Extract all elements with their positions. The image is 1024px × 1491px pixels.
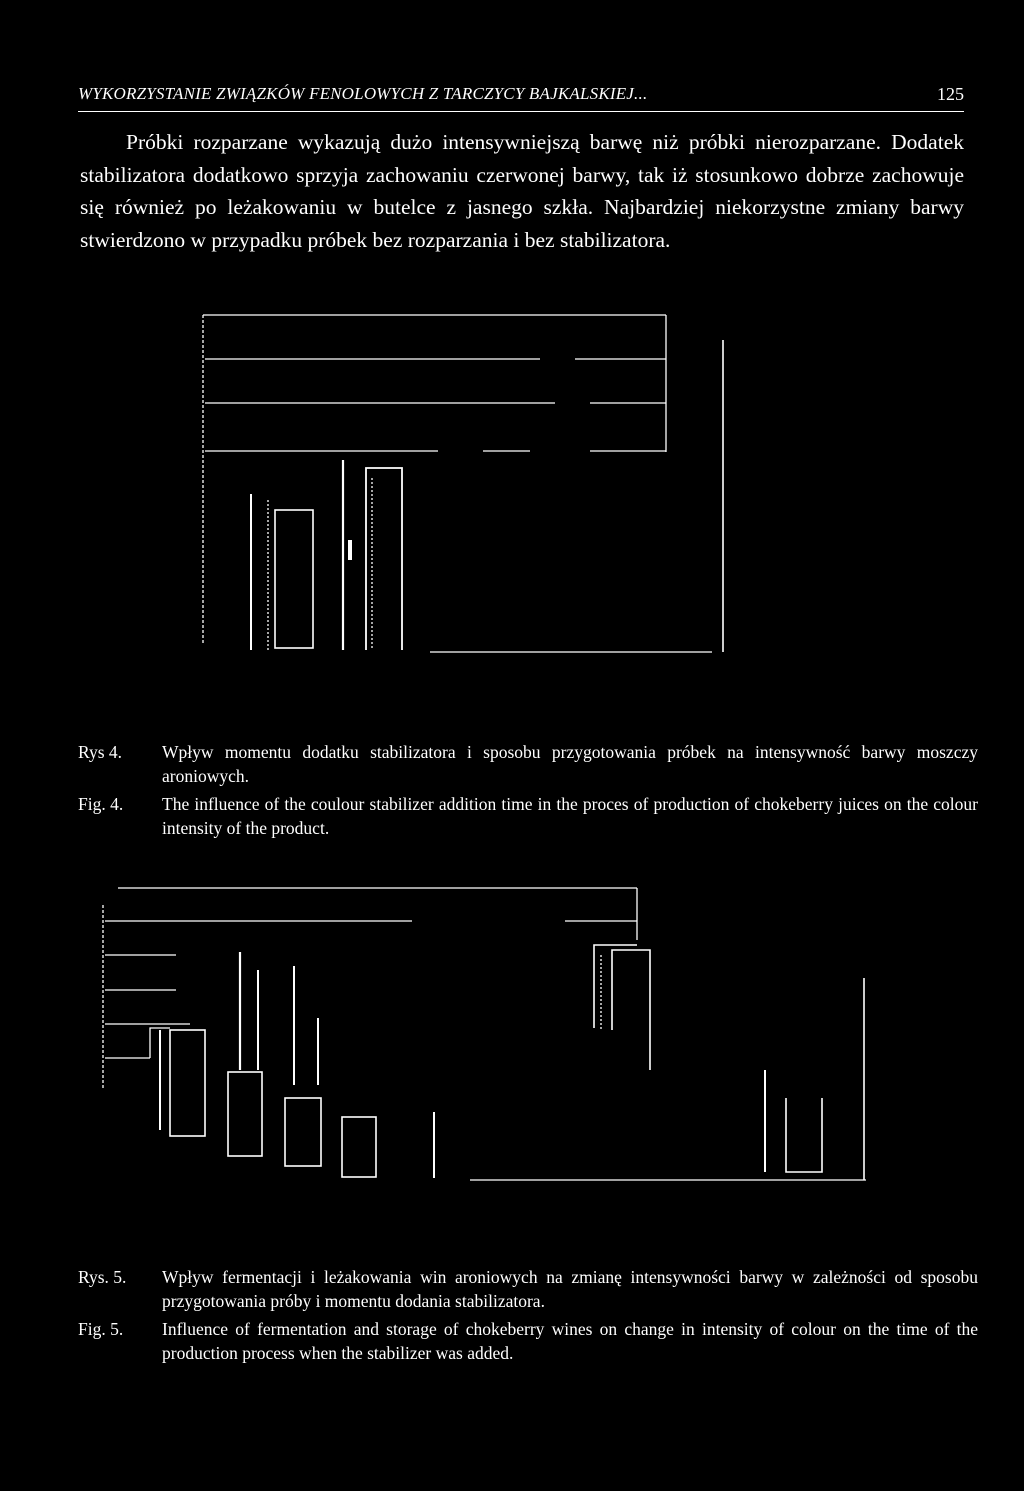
figure-5 bbox=[0, 880, 1024, 1200]
caption-row-pl bbox=[78, 740, 978, 788]
fig4-bar bbox=[275, 510, 313, 648]
header-rule bbox=[78, 111, 964, 112]
caption-row-en bbox=[78, 792, 978, 840]
fig5-bar bbox=[285, 1098, 321, 1166]
fig5-bar bbox=[786, 1098, 822, 1172]
caption-label: Rys. 5. bbox=[78, 1267, 127, 1287]
fig5-bar bbox=[612, 950, 650, 1070]
running-title: WYKORZYSTANIE ZWIĄZKÓW FENOLOWYCH Z TARCZYCY BAJKALSKIEJ... bbox=[78, 84, 648, 103]
figure-5-graphic bbox=[0, 880, 1024, 1200]
figure-4 bbox=[0, 300, 1024, 680]
caption-text: The influence of the coulour stabilizer addition time in the proces of production of chokeberry juices on the colour intensity of the product. bbox=[162, 794, 978, 838]
fig5-bar bbox=[342, 1117, 376, 1177]
caption-row-pl bbox=[78, 1265, 978, 1313]
running-head bbox=[78, 84, 964, 108]
fig5-bar bbox=[170, 1030, 205, 1136]
caption-label: Rys 4. bbox=[78, 742, 123, 762]
caption-text: Wpływ momentu dodatku stabilizatora i sposobu przygotowania próbek na intensywność barwy moszczy aroniowych. bbox=[162, 742, 978, 786]
page-number: 125 bbox=[937, 84, 964, 104]
figure-4-caption bbox=[78, 740, 978, 840]
caption-label: Fig. 5. bbox=[78, 1319, 124, 1339]
body-paragraph: Próbki rozparzane wykazują dużo intensywniejszą barwę niż próbki nierozparzane. Dodatek stabilizatora dodatkowo sprzyja zachowaniu czerwonej barwy, tak iż stosunkowo dobrze zachowuje się również po leżakowaniu w butelce z jasnego szkła. Najbardziej niekorzystne zmiany barwy stwierdzono w przypadku próbek bez rozparzania i bez stabilizatora. bbox=[80, 130, 964, 252]
caption-text: Wpływ fermentacji i leżakowania win aroniowych na zmianę intensywności barwy w zależności od sposobu przygotowania próby i momentu dodania stabilizatora. bbox=[162, 1267, 978, 1311]
caption-row-en bbox=[78, 1317, 978, 1365]
fig5-bar bbox=[228, 1072, 262, 1156]
caption-label: Fig. 4. bbox=[78, 794, 124, 814]
figure-4-graphic bbox=[0, 300, 1024, 680]
caption-text: Influence of fermentation and storage of chokeberry wines on change in intensity of colour on the time of the production process when the stabilizer was added. bbox=[162, 1319, 978, 1363]
figure-5-caption bbox=[78, 1265, 978, 1365]
